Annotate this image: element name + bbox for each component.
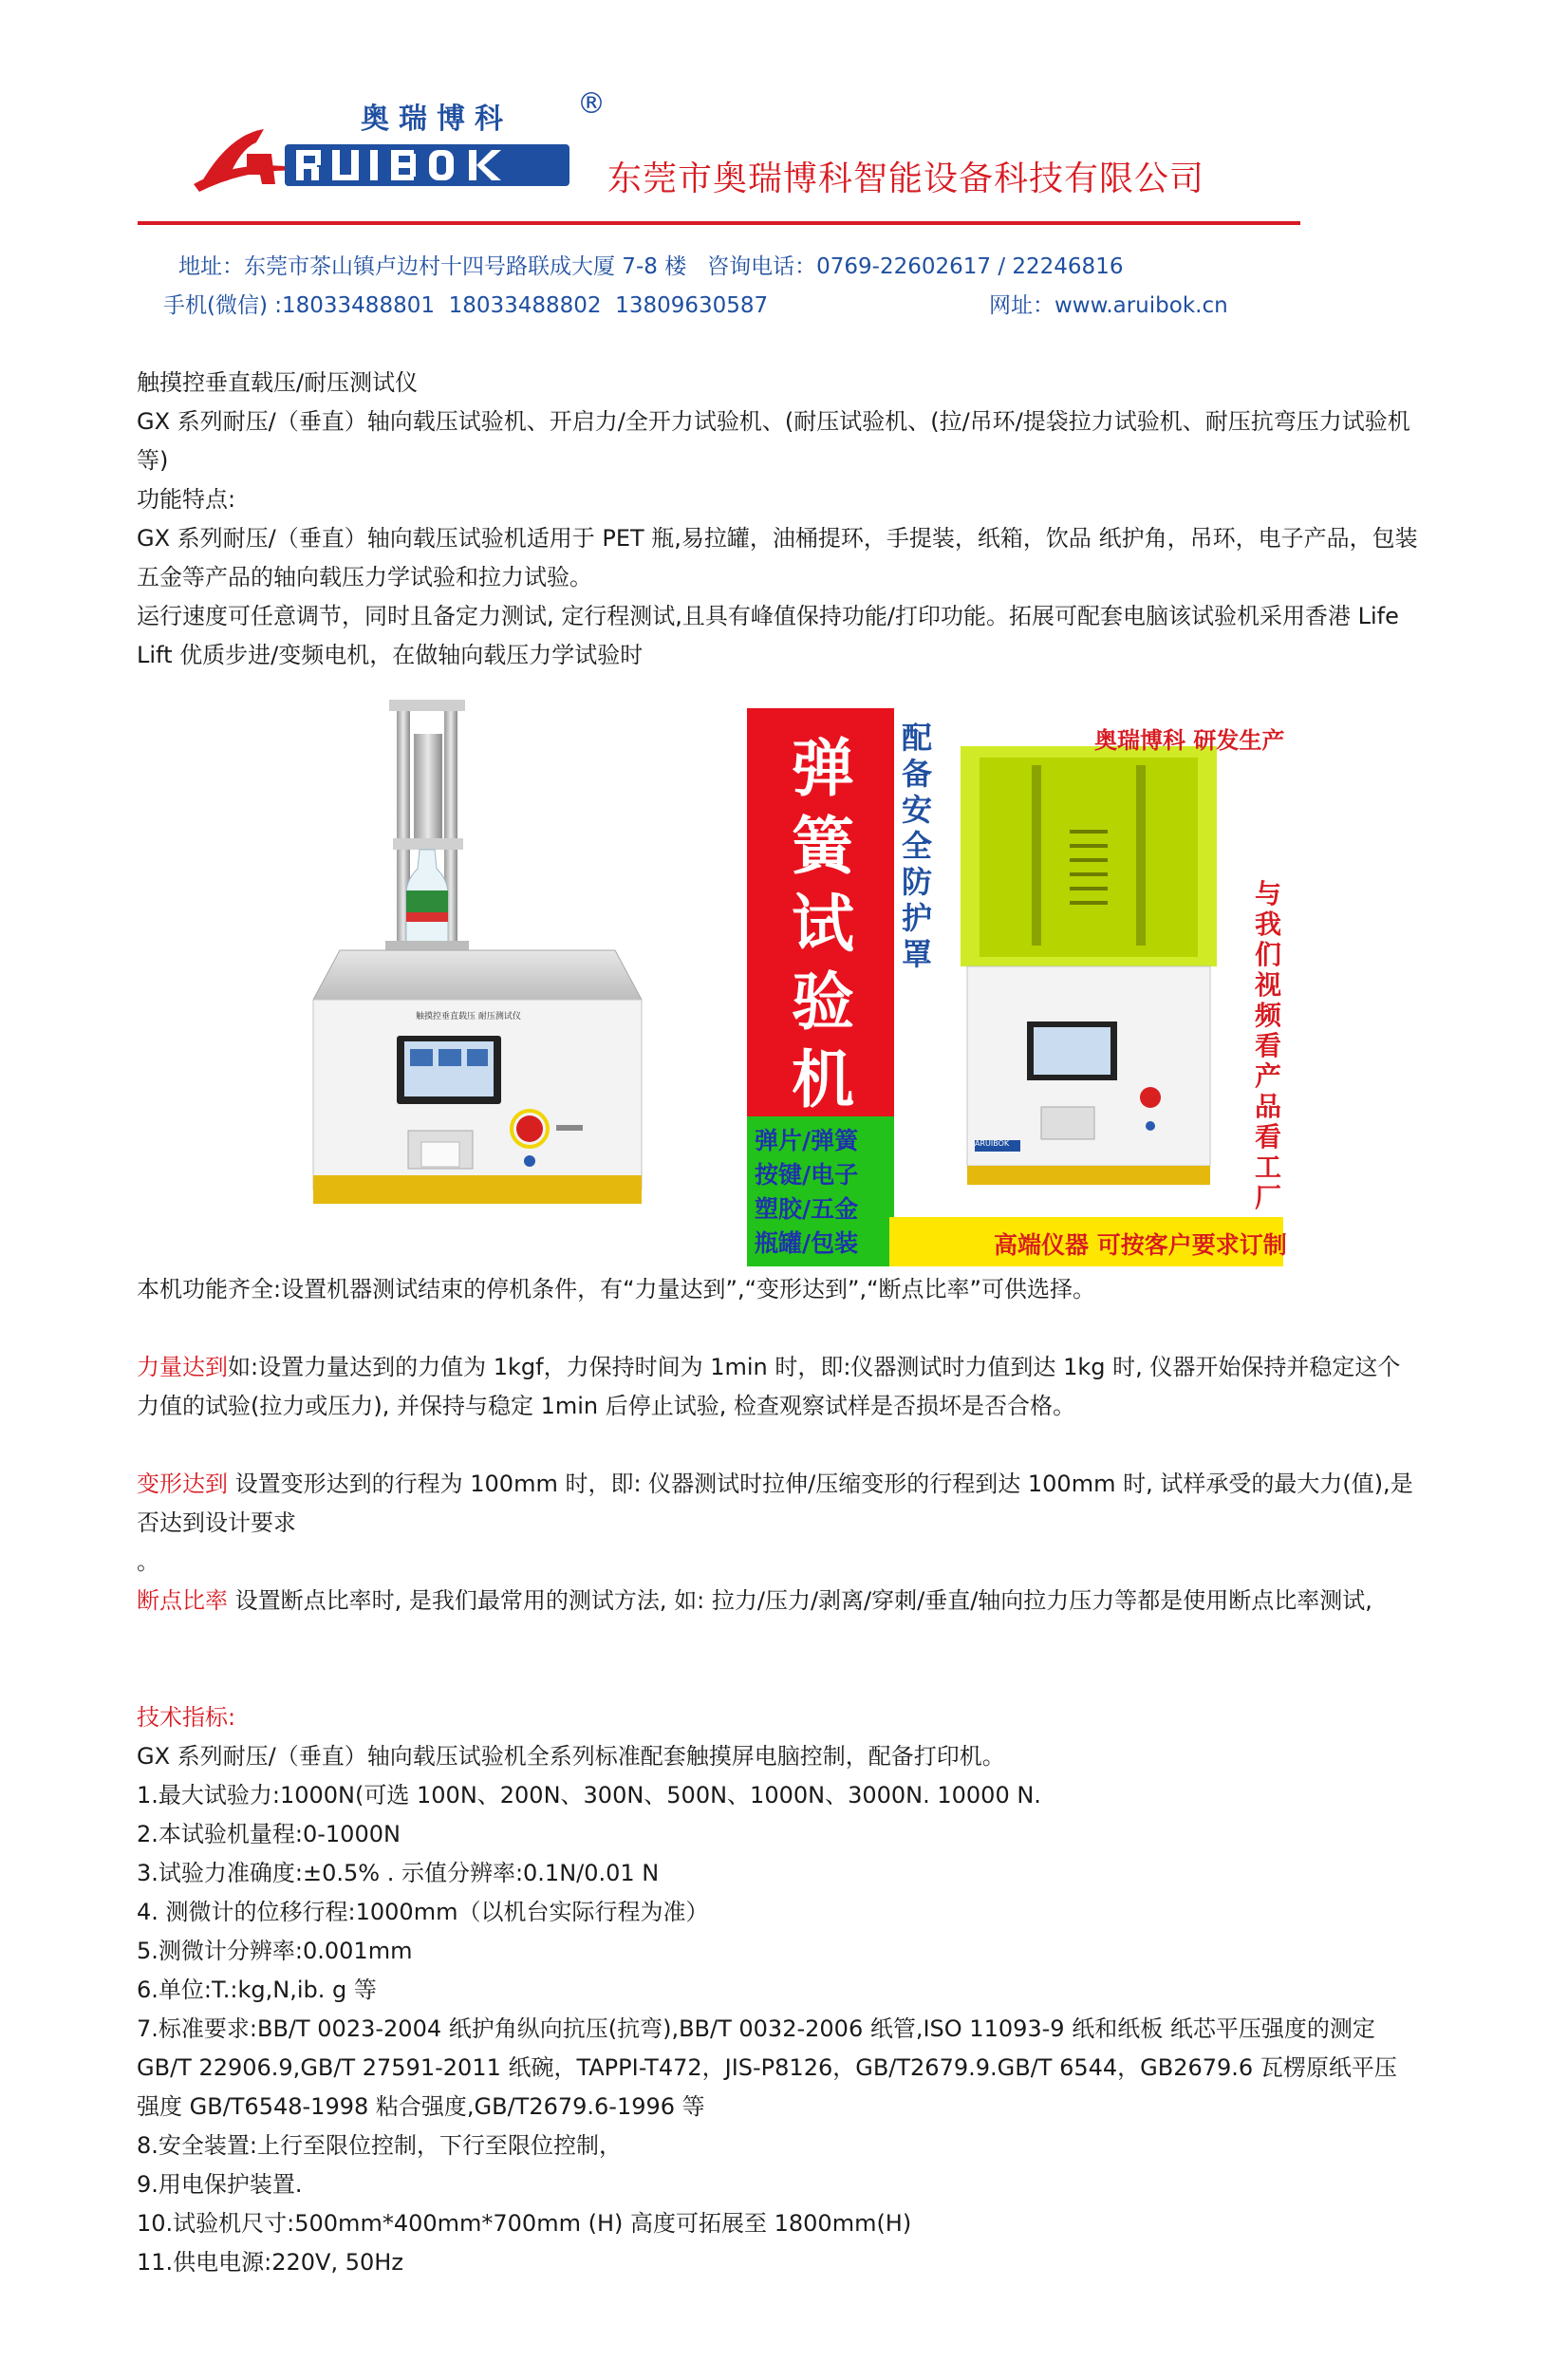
banner-video-caption: 与我们视频看产品看工厂 bbox=[1255, 878, 1282, 1213]
address-line: 地址：东莞市茶山镇卢边村十四号路联成大厦 7-8 楼 咨询电话：0769-22602617 / 22246816 bbox=[178, 254, 1124, 279]
spec-item: 8.安全装置:上行至限位控制，下行至限位控制， bbox=[137, 2132, 622, 2159]
features-paragraph-1: GX 系列耐压/（垂直）轴向载压试验机适用于 PET 瓶,易拉罐，油桶提环，手提装，纸箱，饮品 纸护角，吊环，电子产品，包装五金等产品的轴向载压力学试验和拉力试验。 bbox=[137, 525, 1418, 590]
logo-wordmark-graphic bbox=[190, 125, 588, 192]
spec-item: 4. 测微计的位移行程:1000mm（以机台实际行程为准） bbox=[137, 1899, 709, 1925]
header-divider bbox=[138, 221, 1300, 225]
spec-item: 2.本试验机量程:0-1000N bbox=[137, 1821, 401, 1847]
specs-heading: 技术指标: bbox=[137, 1704, 236, 1731]
banner-spring-tester-title: 弹簧试验机 bbox=[792, 731, 854, 1116]
spec-item: 11.供电电源:220V, 50Hz bbox=[137, 2249, 403, 2276]
force-reached-paragraph bbox=[137, 1348, 1418, 1426]
product-series: GX 系列耐压/（垂直）轴向载压试验机、开启力/全开力试验机、(耐压试验机、(拉/吊环/提袋拉力试验机、耐压抗弯压力试验机等) bbox=[137, 408, 1410, 474]
banner-custom-order-caption: 高端仪器 可按客户要求订制 bbox=[994, 1231, 1287, 1259]
company-logo bbox=[190, 87, 636, 192]
deformation-tail-mark: 。 bbox=[137, 1548, 159, 1575]
deformation-reached-label: 变形达到 bbox=[137, 1471, 228, 1497]
product-photo-compression-tester bbox=[302, 696, 653, 1227]
application-item: 弹片/弹簧 bbox=[755, 1127, 859, 1154]
spec-item: 6.单位:T.:kg,N,ib. g 等 bbox=[137, 1977, 377, 2003]
banner-safety-shield-caption: 配备安全防护罩 bbox=[902, 720, 933, 972]
product-banner-spring-tester bbox=[747, 708, 1302, 1266]
application-item: 按键/电子 bbox=[755, 1161, 859, 1189]
break-ratio-label: 断点比率 bbox=[137, 1587, 228, 1614]
spec-item: 3.试验力准确度:±0.5% . 示值分辨率:0.1N/0.01 N bbox=[137, 1860, 660, 1886]
deformation-reached-text: 设置变形达到的行程为 100mm 时，即: 仪器测试时拉伸/压缩变形的行程到达 100mm 时, 试样承受的最大力(值),是否达到设计要求 bbox=[137, 1471, 1413, 1536]
phone-line: 手机(微信) :18033488801 18033488802 13809630587 bbox=[163, 293, 769, 318]
features-heading: 功能特点: bbox=[137, 486, 236, 513]
break-ratio-text: 设置断点比率时, 是我们最常用的测试方法, 如: 拉力/压力/剥离/穿刺/垂直/轴向拉力压力等都是使用断点比率测试, bbox=[228, 1587, 1372, 1614]
website-line: 网址：www.aruibok.cn bbox=[989, 293, 1228, 318]
spec-item-standards: 7.标准要求:BB/T 0023-2004 纸护角纵向抗压(抗弯),BB/T 0032-2006 纸管,ISO 11093-9 纸和纸板 纸芯平压强度的测定 GB/T 22906.9,GB/T 27591-2011 纸碗，TAPPI-T472，JIS-P8126，GB/T2679.9.GB/T 6544，GB2679.6 瓦楞原纸平压强度 GB/T6548-1998 粘合强度,GB/T2679.6-1996 等 bbox=[137, 2015, 1397, 2120]
application-item: 瓶罐/包装 bbox=[755, 1229, 859, 1257]
force-reached-label: 力量达到 bbox=[137, 1354, 228, 1380]
spec-item: 9.用电保护装置. bbox=[137, 2171, 303, 2198]
features-paragraph-2: 运行速度可任意调节，同时且备定力测试, 定行程测试,且具有峰值保持功能/打印功能。拓展可配套电脑该试验机采用香港 Life Lift 优质步进/变频电机，在做轴向载压力学试验时 bbox=[137, 603, 1399, 668]
logo-chinese-name: 奥瑞博科 bbox=[361, 103, 513, 136]
spec-item: 1.最大试验力:1000N(可选 100N、200N、300N、500N、1000N、3000N. 10000 N. bbox=[137, 1782, 1041, 1808]
company-name: 东莞市奥瑞博科智能设备科技有限公司 bbox=[607, 159, 1205, 198]
stop-conditions-summary: 本机功能齐全:设置机器测试结束的停机条件，有“力量达到”,“变形达到”,“断点比率”可供选择。 bbox=[137, 1276, 1095, 1302]
registered-mark: ® bbox=[577, 87, 606, 121]
force-reached-text: 如:设置力量达到的力值为 1kgf，力保持时间为 1min 时，即:仪器测试时力值到达 1kg 时, 仪器开始保持并稳定这个力值的试验(拉力或压力), 并保持与稳定 1min 后停止试验, 检查观察试样是否损坏是否合格。 bbox=[137, 1354, 1401, 1419]
machine-brand-badge: ARUIBOK bbox=[975, 1139, 1010, 1148]
specs-intro: GX 系列耐压/（垂直）轴向载压试验机全系列标准配套触摸屏电脑控制，配备打印机。 bbox=[137, 1743, 1005, 1770]
banner-manufacturer-caption: 奥瑞博科 研发生产 bbox=[1094, 727, 1285, 754]
machine-panel-label: 触摸控垂直载压 耐压测试仪 bbox=[416, 1012, 521, 1021]
product-title: 触摸控垂直载压/耐压测试仪 bbox=[137, 369, 419, 396]
spec-item: 10.试验机尺寸:500mm*400mm*700mm (H) 高度可拓展至 1800mm(H) bbox=[137, 2210, 912, 2237]
spec-item: 5.测微计分辨率:0.001mm bbox=[137, 1938, 413, 1964]
banner-application-list bbox=[755, 1124, 889, 1261]
deformation-reached-paragraph bbox=[137, 1465, 1418, 1543]
application-item: 塑胶/五金 bbox=[755, 1195, 859, 1223]
break-ratio-paragraph bbox=[137, 1582, 1418, 1621]
